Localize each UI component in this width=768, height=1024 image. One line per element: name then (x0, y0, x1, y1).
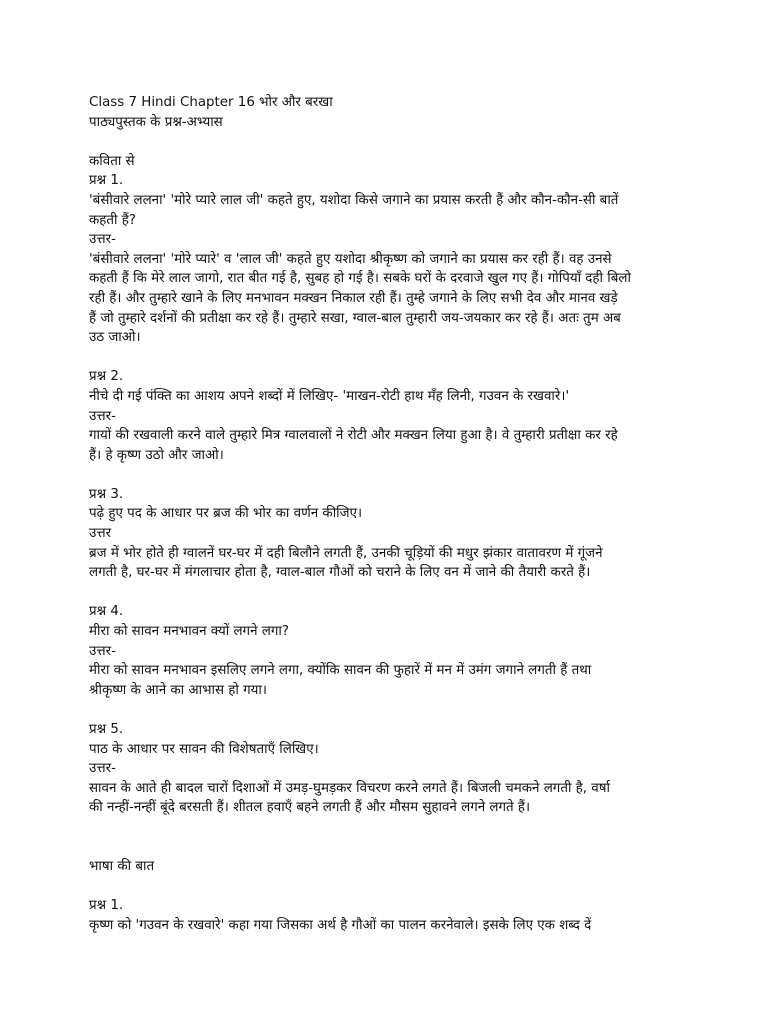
answer-text: 'बंसीवारे ललना' 'मोरे प्यारे' व 'लाल जी' कहते हुए यशोदा श्रीकृष्ण को जगाने का प्रयास कर रही हैं। वह उनसे (89, 251, 612, 267)
question-text: पाठ के आधार पर सावन की विशेषताएँ लिखिए। (89, 741, 319, 757)
answer-text: की नन्हीं-नन्हीं बूंदे बरसती हैं। शीतल हवाएँ बहने लगती हैं और मौसम सुहावने लगने लगते हैं। (89, 800, 531, 816)
document-subtitle: पाठ्यपुस्तक के प्रश्न-अभ्यास (89, 114, 223, 130)
document-title: Class 7 Hindi Chapter 16 भोर और बरखा (89, 95, 333, 110)
answer-label: उत्तर (89, 526, 112, 542)
question-label: प्रश्न 2. (89, 369, 124, 385)
answer-text: श्रीकृष्ण के आने का आभास हो गया। (89, 682, 267, 698)
question-text: नीचे दी गई पंक्ति का आशय अपने शब्दों में लिखिए- 'माखन-रोटी हाथ मँह लिनी, गउवन के रखवारे।' (89, 388, 570, 404)
section-heading-kavita: कविता से (89, 153, 135, 169)
answer-text: गायों की रखवाली करने वाले तुम्हारे मित्र ग्वालवालों ने रोटी और मक्खन लिया हुआ है। वे तुम्हारी प्रतीक्षा कर रहे (89, 428, 618, 444)
question-label: प्रश्न 4. (89, 604, 124, 620)
answer-label: उत्तर- (89, 761, 116, 777)
question-label: प्रश्न 1. (89, 173, 124, 189)
answer-text: हैं। हे कृष्ण उठो और जाओ। (89, 447, 224, 463)
question-label: प्रश्न 5. (89, 722, 124, 737)
answer-text: सावन के आते ही बादल चारों दिशाओं में उमड़-घुमड़कर विचरण करने लगते हैं। बिजली चमकने लगती है, वर्षा (89, 780, 610, 796)
question-text: कहती हैं? (89, 212, 136, 228)
answer-text: ब्रज में भोर होते ही ग्वालनें घर-घर में दही बिलौने लगती हैं, उनकी चूड़ियों की मधुर झंकार वातावरण में गूंजने (89, 545, 603, 561)
answer-text: रही हैं। और तुम्हारे खाने के लिए मनभावन मक्खन निकाल रही हैं। तुम्हे जगाने के लिए सभी देव और मानव खड़े (89, 290, 618, 306)
answer-text: उठ जाओ। (89, 330, 141, 346)
question-text: 'बंसीवारे ललना' 'मोरे प्यारे लाल जी' कहते हुए, यशोदा किसे जगाने का प्रयास करती हैं और कौन-कौन-सी बातें (89, 192, 619, 208)
question-label: प्रश्न 1. (89, 898, 124, 914)
answer-text: लगती है, घर-घर में मंगलाचार होता है, ग्वाल-बाल गौओं को चराने के लिए वन में जाने की तैयारी करते हैं। (89, 565, 591, 581)
question-text: कृष्ण को 'गउवन के रखवारे' कहा गया जिसका अर्थ है गौओं का पालन करनेवाले। इसके लिए एक शब्द दें (89, 917, 592, 933)
section-heading-bhasha: भाषा की बात (89, 858, 155, 874)
answer-text: कहती हैं कि मेरे लाल जागो, रात बीत गई है, सुबह हो गई है। सबके घरों के दरवाजे खुल गए हैं। गोपियाँ दही बिलो (89, 271, 631, 287)
answer-label: उत्तर- (89, 232, 116, 248)
answer-label: उत्तर- (89, 408, 116, 424)
answer-text: मीरा को सावन मनभावन इसलिए लगने लगा, क्योंकि सावन की फुहारें में मन में उमंग जगाने लगती हैं तथा (89, 663, 592, 679)
question-text: मीरा को सावन मनभावन क्यों लगने लगा? (89, 624, 289, 640)
question-label: प्रश्न 3. (89, 486, 124, 502)
question-text: पढ़े हुए पद के आधार पर ब्रज की भोर का वर्णन कीजिए। (89, 506, 363, 522)
answer-text: हैं जो तुम्हारे दर्शनों की प्रतीक्षा कर रहे हैं। तुम्हारे सखा, ग्वाल-बाल तुम्हारी जय-जयकार कर रहे हैं। अतः तुम अब (89, 310, 621, 326)
answer-label: उत्तर- (89, 643, 116, 659)
